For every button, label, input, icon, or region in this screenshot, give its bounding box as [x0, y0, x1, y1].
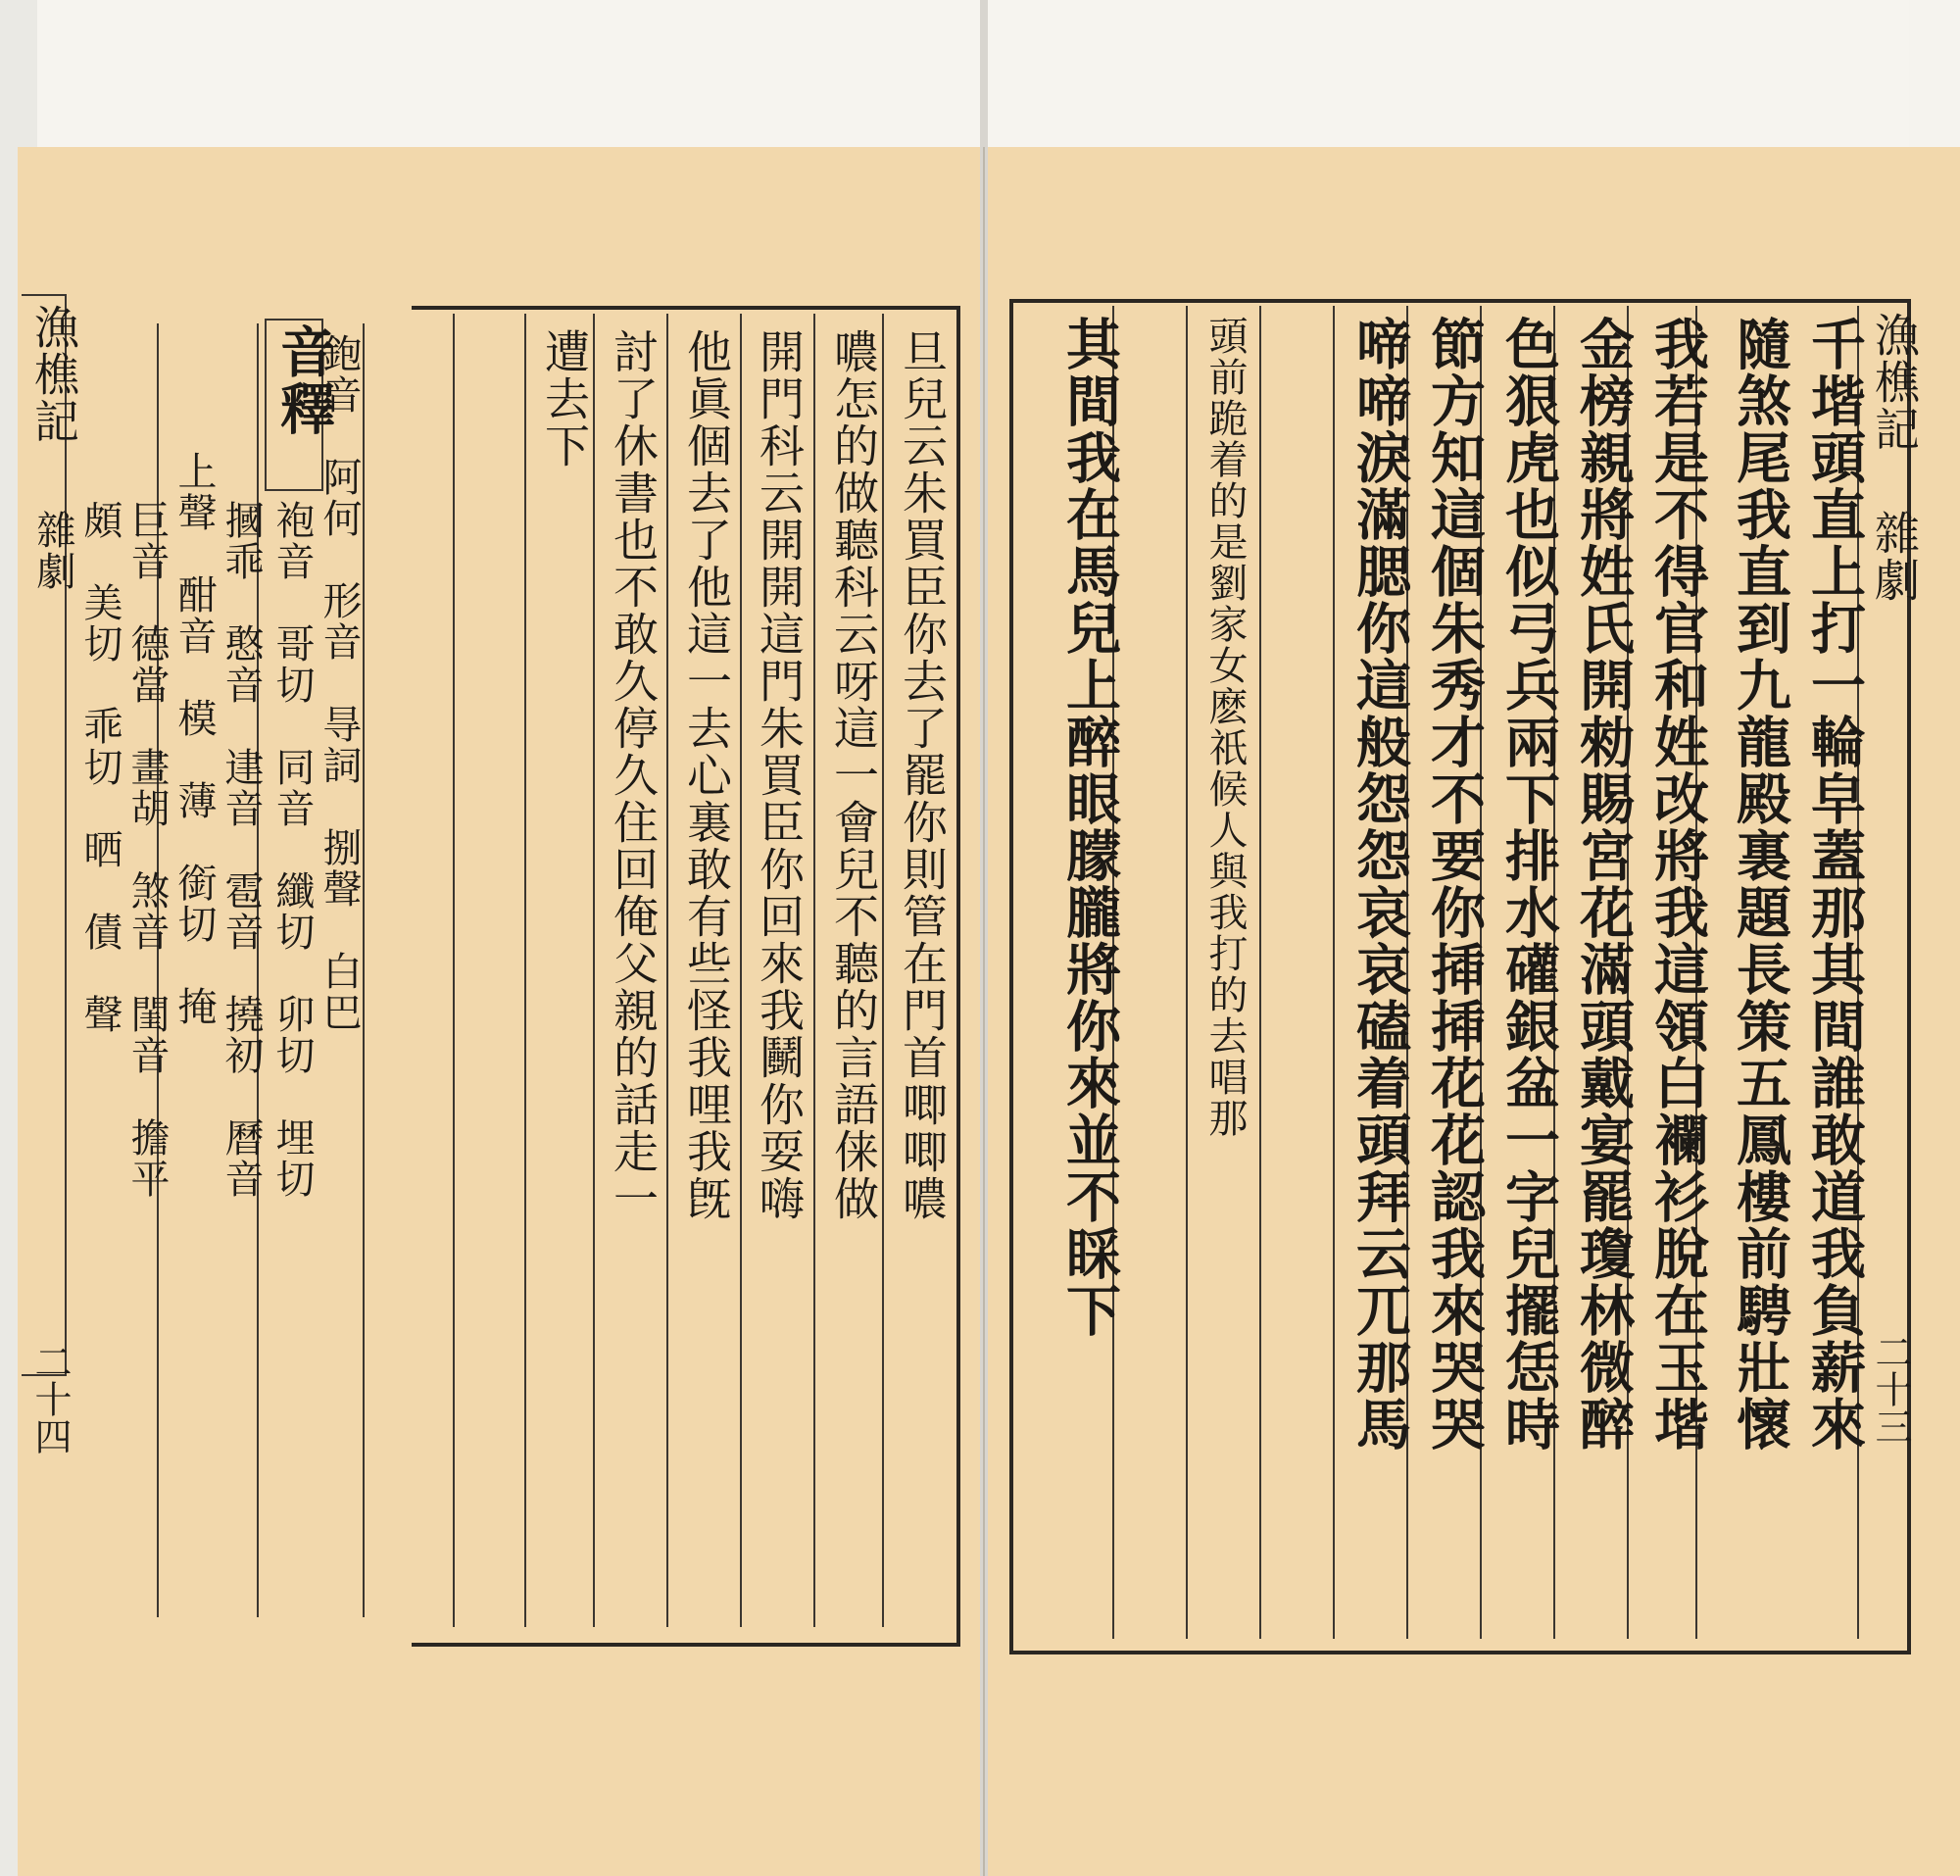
left-column-rule: [593, 314, 595, 1627]
gloss-column: 袍音 哥切 同音 纖切 卯切 埋切: [270, 500, 315, 1200]
left-spine-title: 漁樵記: [27, 304, 80, 445]
left-text-column: 噥怎的做聽科云呀這一會兒不聽的言語俫做: [827, 328, 880, 1222]
right-text-column: 隨煞尾我直到九龍殿裏題長策五鳳樓前騁壯懷: [1728, 316, 1792, 1453]
gloss-column: 上聲 酣音 模 薄 銜切 掩: [172, 451, 217, 1027]
left-column-rule: [813, 314, 815, 1627]
right-header-title: 漁樵記: [1868, 312, 1921, 453]
left-spine-subtitle: 雜劇: [30, 510, 75, 592]
right-column-rule: [1186, 306, 1188, 1639]
left-spine-box: [22, 294, 67, 1376]
left-column-rule: [740, 314, 742, 1627]
left-column-rule: [524, 314, 526, 1627]
left-page-top-margin: [37, 0, 980, 147]
right-text-column: 頭前跪着的是劉家女麽祇候人與我打的去唱那: [1202, 316, 1248, 1139]
gutter-crease: [983, 147, 985, 1876]
right-column-rule: [1259, 306, 1261, 1639]
gloss-column: 巨音 德當 畫胡 煞音 閨音 擔平: [124, 500, 170, 1200]
left-folio: 二十四: [28, 1343, 72, 1455]
gloss-column: 摑乖 憨音 䢖音 雹音 撓初 曆音: [219, 500, 264, 1200]
left-column-rule: [453, 314, 455, 1627]
gloss-column: 頗 美切 乖切 晒 債 聲: [77, 500, 122, 1035]
left-text-column: 他眞個去了他這一去心裏敢有些怪我哩我旣: [680, 328, 733, 1222]
left-text-column: 旦兒云朱買臣你去了罷你則管在門首唧唧噥: [896, 328, 949, 1222]
left-text-column: 遭去下: [538, 328, 591, 469]
right-page-top-margin: [988, 0, 1909, 147]
right-text-column: 其間我在馬兒上醉眼朦朧將你來並不睬下: [1057, 316, 1122, 1339]
right-text-column: 節方知這個朱秀才不要你揷揷花花認我來哭哭: [1422, 316, 1487, 1453]
right-text-column: 我若是不得官和姓改將我這領白襴衫脫在玉堦: [1645, 316, 1710, 1453]
gloss-label: 音釋: [271, 323, 336, 437]
right-column-rule: [1333, 306, 1335, 1639]
right-header-subtitle: 雜劇: [1868, 510, 1921, 604]
left-text-column: 開門科云開開這門朱買臣你回來我鬭你耍嗨: [753, 328, 806, 1222]
right-folio: 二十三: [1869, 1333, 1912, 1445]
right-text-column: 色狠虎也似弓兵兩下排水礶銀盆一字兒擺恁時: [1496, 316, 1561, 1453]
right-text-column: 金榜親將姓氏開勑賜宮花滿頭戴宴罷瓊林微醉: [1571, 316, 1636, 1453]
right-text-column: 啼啼淚滿腮你這般怨怨哀哀磕着頭拜云兀那馬: [1348, 316, 1412, 1453]
left-text-column: 討了休書也不敢久停久住回俺父親的話走一: [607, 328, 660, 1222]
left-column-rule: [666, 314, 668, 1627]
gloss-column: 鉋音 阿何 形音 㝵詞 捌聲 白巴: [317, 333, 362, 1033]
right-text-column: 千堦頭直上打一輪皁蓋那其間誰敢道我負薪來: [1802, 316, 1867, 1453]
